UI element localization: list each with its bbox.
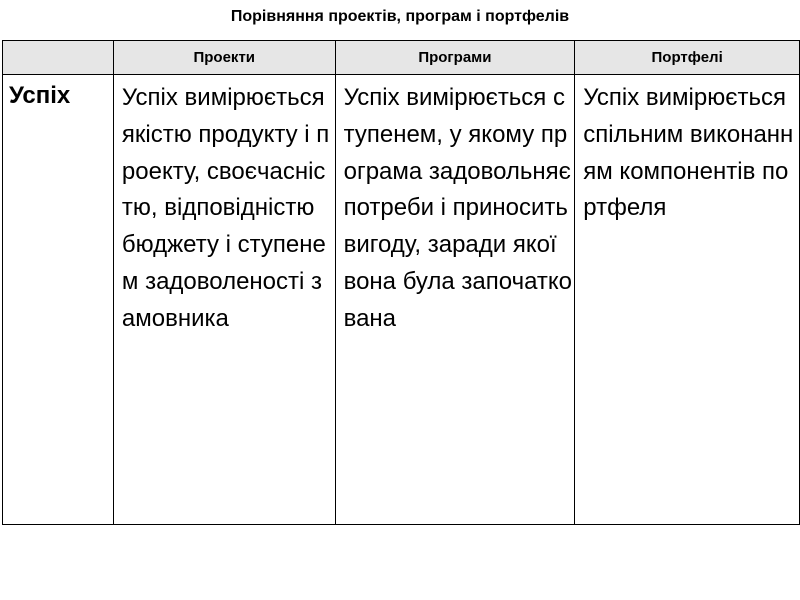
column-header-projects: Проекти (113, 41, 335, 75)
table-row-success (3, 75, 800, 525)
row-header-success: Успіх (3, 75, 114, 525)
cell-programs-success: Успіх вимірюється ступенем, у якому програма задовольняє потреби і приносить вигоду, заради якої вона була започаткована (335, 75, 575, 525)
table-corner-cell (3, 41, 114, 75)
table-header-row (3, 41, 800, 75)
cell-projects-success: Успіх вимірюється якістю продукту і проекту, своєчасністю, відповідністю бюджету і ступенем задоволеності замовника (113, 75, 335, 525)
slide-title: Порівняння проектів, програм і портфелів (230, 8, 570, 25)
column-header-portfolios: Портфелі (575, 41, 800, 75)
comparison-table (2, 40, 800, 525)
column-header-programs: Програми (335, 41, 575, 75)
cell-portfolios-success: Успіх вимірюється спільним виконанням компонентів портфеля (575, 75, 800, 525)
